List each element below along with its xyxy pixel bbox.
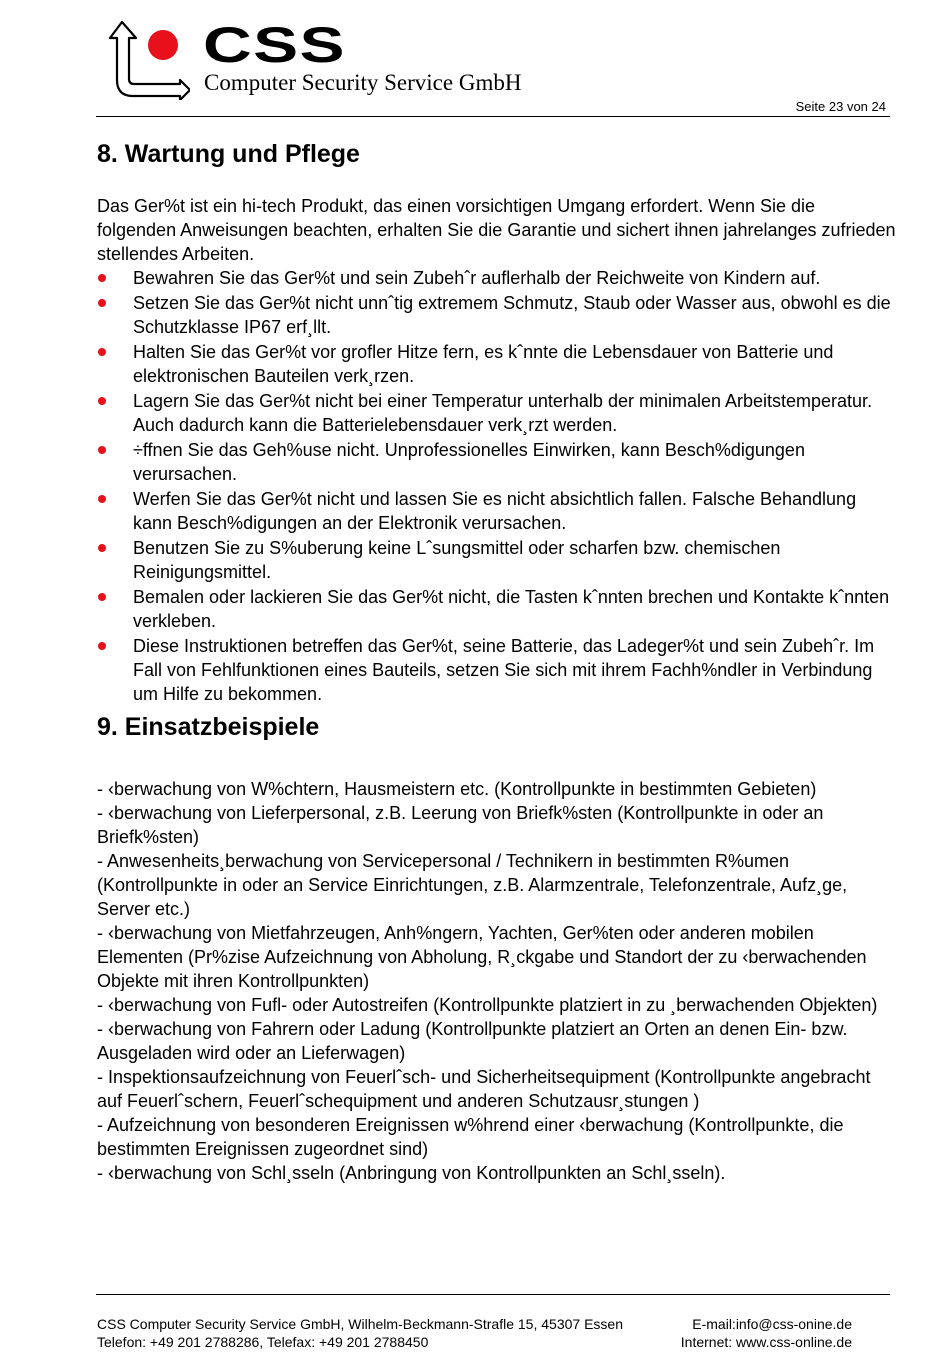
- bullet-icon: [98, 299, 106, 307]
- brand-wordmark: CSS: [203, 17, 346, 73]
- example-item: - ‹berwachung von W%chtern, Hausmeistern etc. (Kontrollpunkte in bestimmten Gebieten): [97, 779, 817, 799]
- footer-divider: [96, 1294, 890, 1295]
- example-item: - Inspektionsaufzeichnung von Feuerlˆsch- und Sicherheitsequipment (Kontrollpunkte angebracht auf Feuerlˆschern, Feuerlˆschequipment und anderen Schutzausr¸stungen ): [97, 1067, 871, 1111]
- list-item: Werfen Sie das Ger%t nicht und lassen Sie es nicht absichtlich fallen. Falsche Behandlung kann Besch%digungen an der Elektronik verursachen.: [97, 487, 897, 535]
- example-item: - ‹berwachung von Lieferpersonal, z.B. Leerung von Briefk%sten (Kontrollpunkte in oder an Briefk%sten): [97, 803, 824, 847]
- example-item: - Anwesenheits¸berwachung von Servicepersonal / Technikern in bestimmten R%umen (Kontrollpunkte in oder an Service Einrichtungen, z.B. Alarmzentrale, Telefonzentrale, Aufz¸ge, Server etc.): [97, 851, 848, 919]
- bullet-icon: [98, 495, 106, 503]
- footer-address: CSS Computer Security Service GmbH, Wilhelm-Beckmann-Strafle 15, 45307 Essen: [97, 1316, 623, 1332]
- list-item: Diese Instruktionen betreffen das Ger%t, seine Batterie, das Ladeger%t und sein Zubehˆr. Im Fall von Fehlfunktionen eines Bauteils, setzen Sie sich mit ihrem Fachh%ndler in Verbindung um Hilfe zu bekommen.: [97, 634, 897, 706]
- bullet-icon: [98, 642, 106, 650]
- list-item: Bemalen oder lackieren Sie das Ger%t nicht, die Tasten kˆnnten brechen und Kontakte kˆnnten verkleben.: [97, 585, 897, 633]
- maintenance-list: [97, 266, 897, 706]
- main-content: [97, 134, 897, 1185]
- bullet-icon: [98, 348, 106, 356]
- list-item: Bewahren Sie das Ger%t und sein Zubehˆr auflerhalb der Reichweite von Kindern auf.: [97, 266, 897, 290]
- list-item: Halten Sie das Ger%t vor grofler Hitze fern, es kˆnnte die Lebensdauer von Batterie und elektronischen Bauteilen verk¸rzen.: [97, 340, 897, 388]
- company-logo-icon: [108, 20, 190, 100]
- section-8-intro: Das Ger%t ist ein hi-tech Produkt, das einen vorsichtigen Umgang erfordert. Wenn Sie die folgenden Anweisungen beachten, erhalten Sie die Garantie und sichert ihnen jahrelanges zufrieden stellendes Arbeiten.: [97, 196, 896, 264]
- section-8-title: 8. Wartung und Pflege: [97, 140, 360, 168]
- bullet-icon: [98, 593, 106, 601]
- list-item: Setzen Sie das Ger%t nicht unnˆtig extremem Schmutz, Staub oder Wasser aus, obwohl es die Schutzklasse IP67 erf¸llt.: [97, 291, 897, 339]
- footer-phone: Telefon: +49 201 2788286, Telefax: +49 201 2788450: [97, 1334, 429, 1350]
- page-number: Seite 23 von 24: [795, 99, 886, 114]
- list-item: Lagern Sie das Ger%t nicht bei einer Temperatur unterhalb der minimalen Arbeitstemperatur. Auch dadurch kann die Batterielebensdauer verk¸rzt werden.: [97, 389, 897, 437]
- example-item: - ‹berwachung von Schl¸sseln (Anbringung von Kontrollpunkten an Schl¸sseln).: [97, 1163, 726, 1183]
- usage-examples: [97, 777, 897, 1185]
- company-name: Computer Security Service GmbH: [204, 70, 522, 95]
- section-9-title: 9. Einsatzbeispiele: [97, 713, 320, 741]
- bullet-icon: [98, 274, 106, 282]
- example-item: - ‹berwachung von Fahrern oder Ladung (Kontrollpunkte platziert an Orten an denen Ein- bzw. Ausgeladen wird oder an Lieferwagen): [97, 1019, 848, 1063]
- footer-contact: [97, 1315, 623, 1351]
- bullet-icon: [98, 397, 106, 405]
- footer-email: E-mail:info@css-onine.de: [692, 1316, 852, 1332]
- example-item: - Aufzeichnung von besonderen Ereignissen w%hrend einer ‹berwachung (Kontrollpunkte, die bestimmten Ereignissen zugeordnet sind): [97, 1115, 844, 1159]
- example-item: - ‹berwachung von Mietfahrzeugen, Anh%ngern, Yachten, Ger%ten oder anderen mobilen Elementen (Pr%zise Aufzeichnung von Abholung, R¸ckgabe und Standort der zu ‹berwachenden Objekte mit ihren Kontrollpunkten): [97, 923, 867, 991]
- footer-online: [681, 1315, 852, 1351]
- bullet-icon: [98, 446, 106, 454]
- footer-website: Internet: www.css-online.de: [680, 1334, 852, 1350]
- header-divider: [96, 116, 890, 117]
- list-item: Benutzen Sie zu S%uberung keine Lˆsungsmittel oder scharfen bzw. chemischen Reinigungsmittel.: [97, 536, 897, 584]
- example-item: - ‹berwachung von Fufl- oder Autostreifen (Kontrollpunkte platziert in zu ¸berwachenden Objekten): [97, 995, 878, 1015]
- list-item: ÷ffnen Sie das Geh%use nicht. Unprofessionelles Einwirken, kann Besch%digungen verursachen.: [97, 438, 897, 486]
- bullet-icon: [98, 544, 106, 552]
